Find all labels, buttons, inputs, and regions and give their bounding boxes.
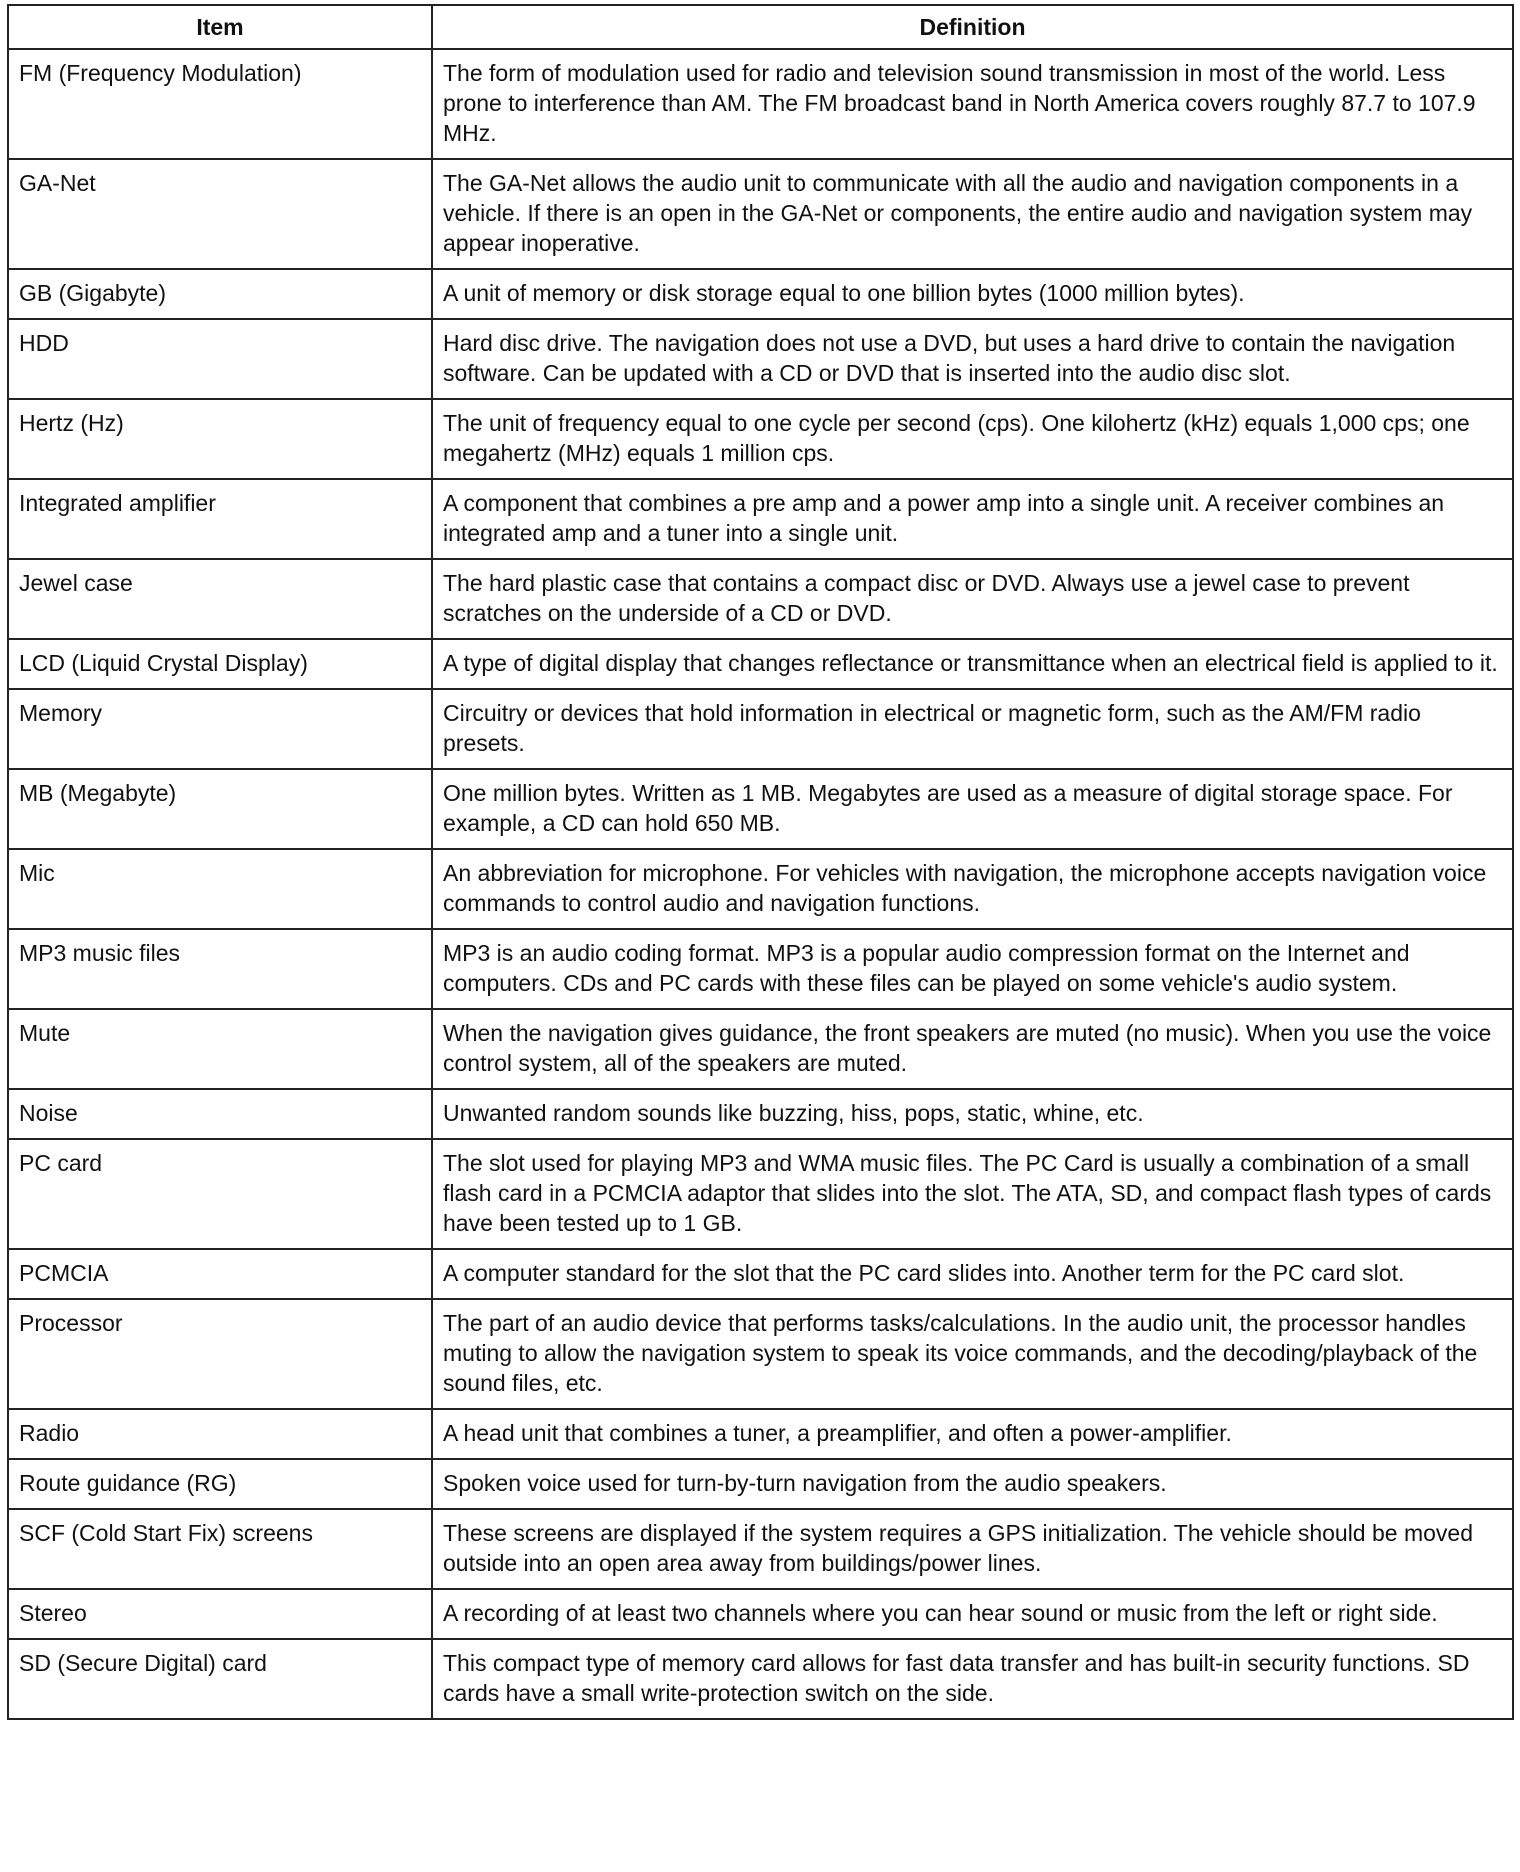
table-header-row (8, 5, 1513, 49)
definition-cell: The slot used for playing MP3 and WMA music files. The PC Card is usually a combination of a small flash card in a PCMCIA adaptor that slides into the slot. The ATA, SD, and compact flash types of cards have been tested up to 1 GB. (432, 1139, 1513, 1249)
table-row (8, 639, 1513, 689)
term-cell: Noise (8, 1089, 432, 1139)
term-cell: SCF (Cold Start Fix) screens (8, 1509, 432, 1589)
table-body (8, 49, 1513, 1719)
definition-cell: The hard plastic case that contains a compact disc or DVD. Always use a jewel case to prevent scratches on the underside of a CD or DVD. (432, 559, 1513, 639)
column-header-definition: Definition (432, 5, 1513, 49)
table-row (8, 319, 1513, 399)
table-row (8, 769, 1513, 849)
definition-cell: Hard disc drive. The navigation does not use a DVD, but uses a hard drive to contain the navigation software. Can be updated with a CD or DVD that is inserted into the audio disc slot. (432, 319, 1513, 399)
definition-cell: Spoken voice used for turn-by-turn navigation from the audio speakers. (432, 1459, 1513, 1509)
table-row (8, 1299, 1513, 1409)
table-row (8, 1249, 1513, 1299)
table-row (8, 399, 1513, 479)
term-cell: MP3 music files (8, 929, 432, 1009)
table-row (8, 1459, 1513, 1509)
definition-cell: A computer standard for the slot that the PC card slides into. Another term for the PC card slot. (432, 1249, 1513, 1299)
definition-cell: The form of modulation used for radio and television sound transmission in most of the world. Less prone to interference than AM. The FM broadcast band in North America covers roughly 87.7 to 107.9 MHz. (432, 49, 1513, 159)
term-cell: FM (Frequency Modulation) (8, 49, 432, 159)
table-row (8, 1639, 1513, 1719)
table-row (8, 159, 1513, 269)
table-row (8, 1139, 1513, 1249)
table-row (8, 49, 1513, 159)
definition-cell: An abbreviation for microphone. For vehicles with navigation, the microphone accepts navigation voice commands to control audio and navigation functions. (432, 849, 1513, 929)
term-cell: MB (Megabyte) (8, 769, 432, 849)
term-cell: LCD (Liquid Crystal Display) (8, 639, 432, 689)
term-cell: SD (Secure Digital) card (8, 1639, 432, 1719)
table-row (8, 1509, 1513, 1589)
table-row (8, 1089, 1513, 1139)
definition-cell: A head unit that combines a tuner, a preamplifier, and often a power-amplifier. (432, 1409, 1513, 1459)
definition-cell: A recording of at least two channels where you can hear sound or music from the left or right side. (432, 1589, 1513, 1639)
term-cell: HDD (8, 319, 432, 399)
term-cell: PC card (8, 1139, 432, 1249)
term-cell: Memory (8, 689, 432, 769)
definition-cell: MP3 is an audio coding format. MP3 is a popular audio compression format on the Internet and computers. CDs and PC cards with these files can be played on some vehicle's audio system. (432, 929, 1513, 1009)
table-row (8, 1009, 1513, 1089)
term-cell: Route guidance (RG) (8, 1459, 432, 1509)
term-cell: GB (Gigabyte) (8, 269, 432, 319)
glossary-table (7, 4, 1514, 1720)
table-row (8, 929, 1513, 1009)
term-cell: Radio (8, 1409, 432, 1459)
term-cell: Processor (8, 1299, 432, 1409)
term-cell: Jewel case (8, 559, 432, 639)
table-row (8, 559, 1513, 639)
definition-cell: A unit of memory or disk storage equal to one billion bytes (1000 million bytes). (432, 269, 1513, 319)
definition-cell: A component that combines a pre amp and a power amp into a single unit. A receiver combines an integrated amp and a tuner into a single unit. (432, 479, 1513, 559)
definition-cell: These screens are displayed if the system requires a GPS initialization. The vehicle should be moved outside into an open area away from buildings/power lines. (432, 1509, 1513, 1589)
term-cell: Integrated amplifier (8, 479, 432, 559)
term-cell: PCMCIA (8, 1249, 432, 1299)
term-cell: GA-Net (8, 159, 432, 269)
term-cell: Mute (8, 1009, 432, 1089)
definition-cell: Circuitry or devices that hold information in electrical or magnetic form, such as the AM/FM radio presets. (432, 689, 1513, 769)
definition-cell: When the navigation gives guidance, the front speakers are muted (no music). When you use the voice control system, all of the speakers are muted. (432, 1009, 1513, 1089)
definition-cell: This compact type of memory card allows for fast data transfer and has built-in security functions. SD cards have a small write-protection switch on the side. (432, 1639, 1513, 1719)
term-cell: Stereo (8, 1589, 432, 1639)
table-row (8, 689, 1513, 769)
definition-cell: The unit of frequency equal to one cycle per second (cps). One kilohertz (kHz) equals 1,000 cps; one megahertz (MHz) equals 1 million cps. (432, 399, 1513, 479)
table-row (8, 269, 1513, 319)
definition-cell: A type of digital display that changes reflectance or transmittance when an electrical field is applied to it. (432, 639, 1513, 689)
definition-cell: One million bytes. Written as 1 MB. Megabytes are used as a measure of digital storage space. For example, a CD can hold 650 MB. (432, 769, 1513, 849)
column-header-item: Item (8, 5, 432, 49)
table-row (8, 479, 1513, 559)
definition-cell: Unwanted random sounds like buzzing, hiss, pops, static, whine, etc. (432, 1089, 1513, 1139)
table-row (8, 849, 1513, 929)
definition-cell: The GA-Net allows the audio unit to communicate with all the audio and navigation components in a vehicle. If there is an open in the GA-Net or components, the entire audio and navigation system may appear inoperative. (432, 159, 1513, 269)
definition-cell: The part of an audio device that performs tasks/calculations. In the audio unit, the processor handles muting to allow the navigation system to speak its voice commands, and the decoding/playback of the sound files, etc. (432, 1299, 1513, 1409)
table-row (8, 1409, 1513, 1459)
term-cell: Mic (8, 849, 432, 929)
table-row (8, 1589, 1513, 1639)
term-cell: Hertz (Hz) (8, 399, 432, 479)
